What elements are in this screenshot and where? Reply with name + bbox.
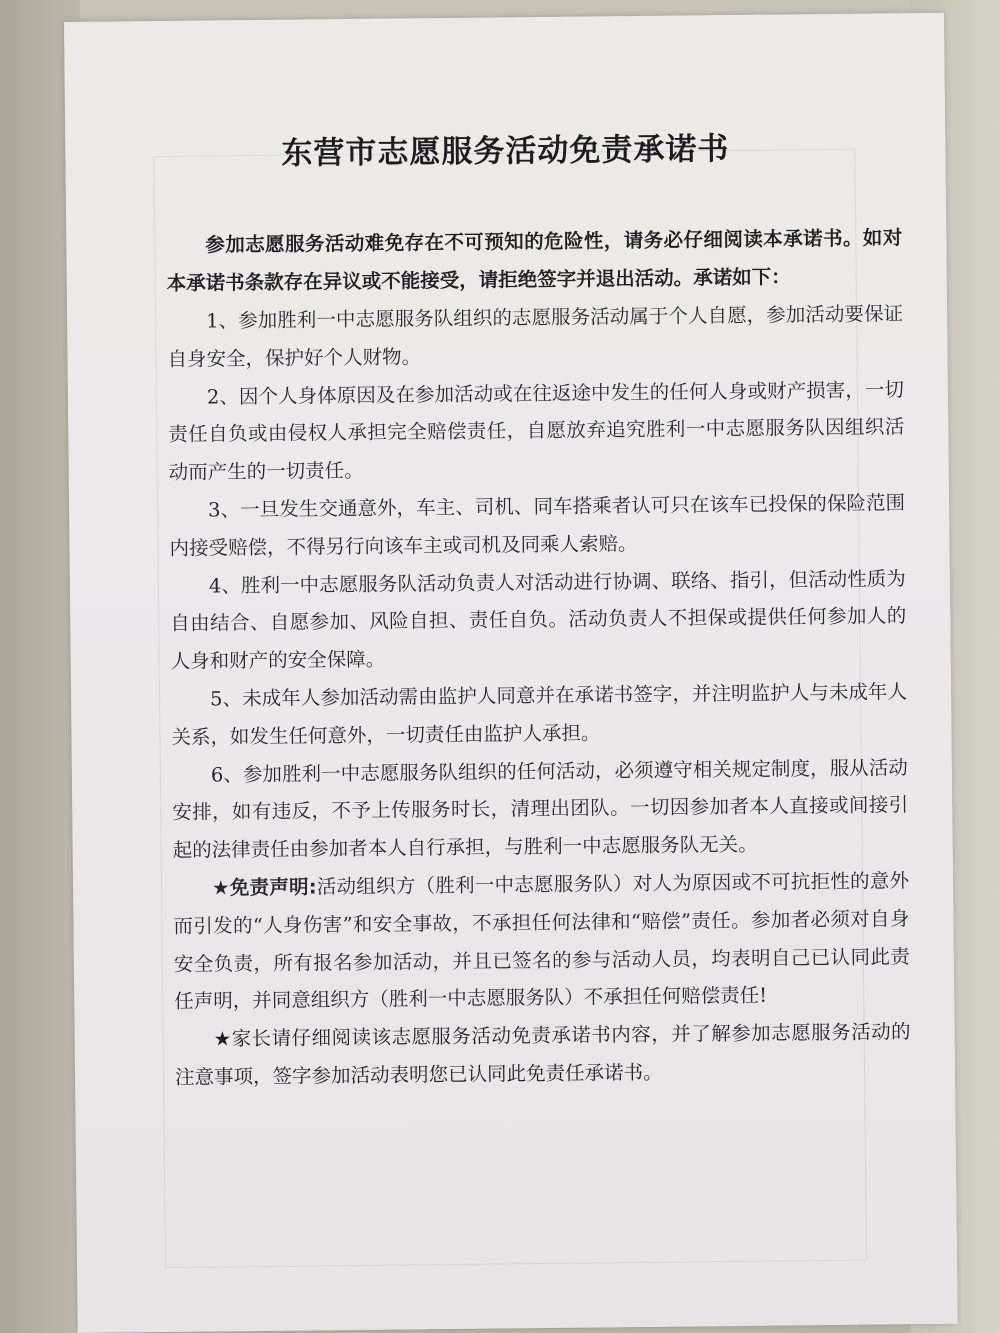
disclaimer-text: 活动组织方（胜利一中志愿服务队）对人为原因或不可抗拒性的意外而引发的“人身伤害”和安全事故，不承担任何法律和“赔偿”责任。参加者必须对自身安全负责，所有报名参加活动，并且已签名的参与活动人员，均表明自己已认同此责任声明，并同意组织方（胜利一中志愿服务队）不承担任何赔偿责任! — [173, 869, 910, 1014]
disclaimer-paragraph — [173, 862, 911, 1021]
document-title: 东营市志愿服务活动免责承诺书 — [281, 131, 730, 172]
clause-1: 1、参加胜利一中志愿服务队组织的志愿服务活动属于个人自愿，参加活动要保证自身安全，保护好个人财物。 — [167, 302, 904, 371]
disclaimer-label: ★免责声明: — [211, 875, 317, 900]
clause-5: 5、未成年人参加活动需由监护人同意并在承诺书签字，并注明监护人与未成年人关系，如发生任何意外，一切责任由监护人承担。 — [171, 680, 908, 749]
paper-sheet — [64, 13, 958, 1333]
clause-3: 3、一旦发生交通意外，车主、司机、同车搭乘者认可只在该车已投保的保险范围内接受赔偿，不得另行向该车主或司机及同乘人索赔。 — [169, 491, 906, 560]
clause-2: 2、因个人身体原因及在参加活动或在往返途中发生的任何人身或财产损害，一切责任自负或由侵权人承担完全赔偿责任，自愿放弃追究胜利一中志愿服务队因组织活动而产生的一切责任。 — [168, 377, 905, 485]
clause-6: 6、参加胜利一中志愿服务队组织的任何活动，必须遵守相关规定制度，服从活动安排，如有违反，不予上传服务时长，清理出团队。一切因参加者本人直接或间接引起的法律责任由参加者本人自行承担，与胜利一中志愿服务队无关。 — [172, 755, 909, 863]
document-body — [166, 219, 911, 1097]
intro-paragraph: 参加志愿服务活动难免存在不可预知的危险性，请务必仔细阅读本承诺书。如对本承诺书条款存在异议或不能接受，请拒绝签字并退出活动。承诺如下： — [166, 226, 903, 295]
closing-paragraph: ★家长请仔细阅读该志愿服务活动免责承诺书内容，并了解参加志愿服务活动的注意事项，签字参加活动表明您已认同此免责任承诺书。 — [174, 1020, 911, 1090]
clause-4: 4、胜利一中志愿服务队活动负责人对活动进行协调、联络、指引，但活动性质为自由结合、自愿参加、风险自担、责任自负。活动负责人不担保或提供任何参加人的人身和财产的安全保障。 — [170, 566, 907, 674]
